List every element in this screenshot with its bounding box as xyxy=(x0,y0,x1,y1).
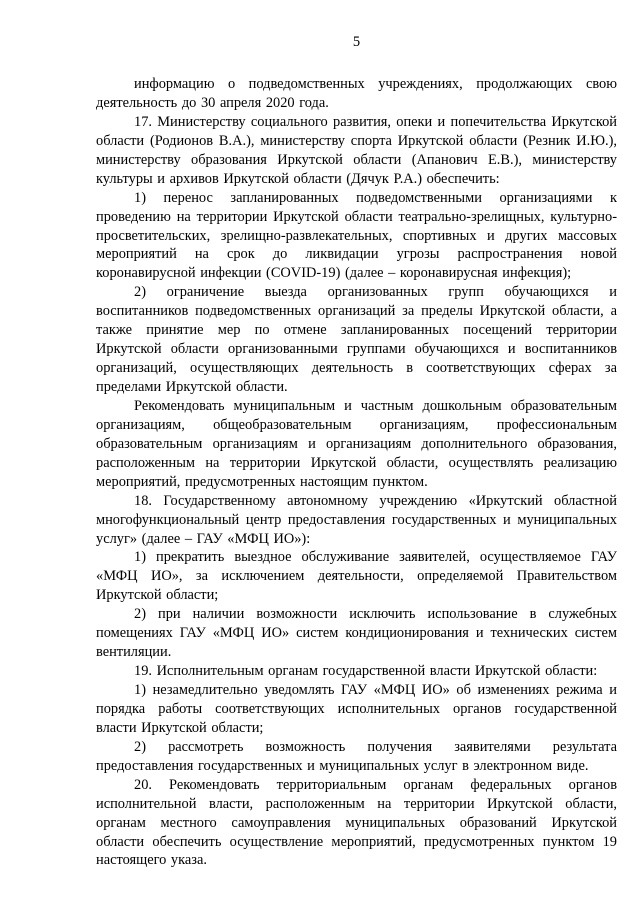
paragraph: 2) ограничение выезда организованных групп обучающихся и воспитанников подведомственных организаций за пределы Иркутской области, а также принятие мер по отмене запланированных посещений территории Иркутской области организованными группами обучающихся и воспитанников организаций, осуществляющих деятельность в соответствующих сферах за пределами Иркутской области. xyxy=(96,284,617,395)
paragraph: 19. Исполнительным органам государственной власти Иркутской области: xyxy=(134,663,598,680)
paragraph: 1) перенос запланированных подведомственными организациями к проведению на территории Иркутской области театрально-зрелищных, культурно-просветительских, зрелищно-развлекательных, спортивных и других массовых мероприятий на срок до ликвидации угрозы распространения новой коронавирусной инфекции (COVID-19) (далее – коронавирусная инфекция); xyxy=(96,189,617,282)
paragraph: Рекомендовать муниципальным и частным дошкольным образовательным организациям, общеобразовательным организациям, профессиональным образовательным организациям и организациям дополнительного образования, расположенным на территории Иркутской области, осуществлять реализацию мероприятий, предусмотренных настоящим пунктом. xyxy=(96,397,617,490)
paragraph: информацию о подведомственных учреждениях, продолжающих свою деятельность до 30 апреля 2020 года. xyxy=(96,76,617,111)
paragraph: 20. Рекомендовать территориальным органам федеральных органов исполнительной власти, расположенным на территории Иркутской области, органам местного самоуправления муниципальных образований Иркутской области обеспечить осуществление мероприятий, предусмотренных пунктом 19 настоящего указа. xyxy=(96,776,617,869)
paragraph: 2) при наличии возможности исключить использование в служебных помещениях ГАУ «МФЦ ИО» систем кондиционирования и технических систем вентиляции. xyxy=(96,606,617,661)
document-body xyxy=(96,75,617,870)
paragraph: 18. Государственному автономному учреждению «Иркутский областной многофункциональный центр предоставления государственных и муниципальных услуг» (далее – ГАУ «МФЦ ИО»): xyxy=(96,492,617,547)
paragraph: 17. Министерству социального развития, опеки и попечительства Иркутской области (Родионов В.А.), министерству спорта Иркутской области (Резник И.Ю.), министерству образования Иркутской области (Апанович Е.В.), министерству культуры и архивов Иркутской области (Дячук Р.А.) обеспечить: xyxy=(96,113,617,187)
page-number: 5 xyxy=(352,34,361,50)
paragraph: 1) прекратить выездное обслуживание заявителей, осуществляемое ГАУ «МФЦ ИО», за исключением деятельности, определяемой Правительством Иркутской области; xyxy=(96,549,617,604)
paragraph: 2) рассмотреть возможность получения заявителями результата предоставления государственных и муниципальных услуг в электронном виде. xyxy=(96,738,617,774)
paragraph: 1) незамедлительно уведомлять ГАУ «МФЦ ИО» об изменениях режима и порядка работы соответствующих исполнительных органов государственной власти Иркутской области; xyxy=(96,682,617,736)
